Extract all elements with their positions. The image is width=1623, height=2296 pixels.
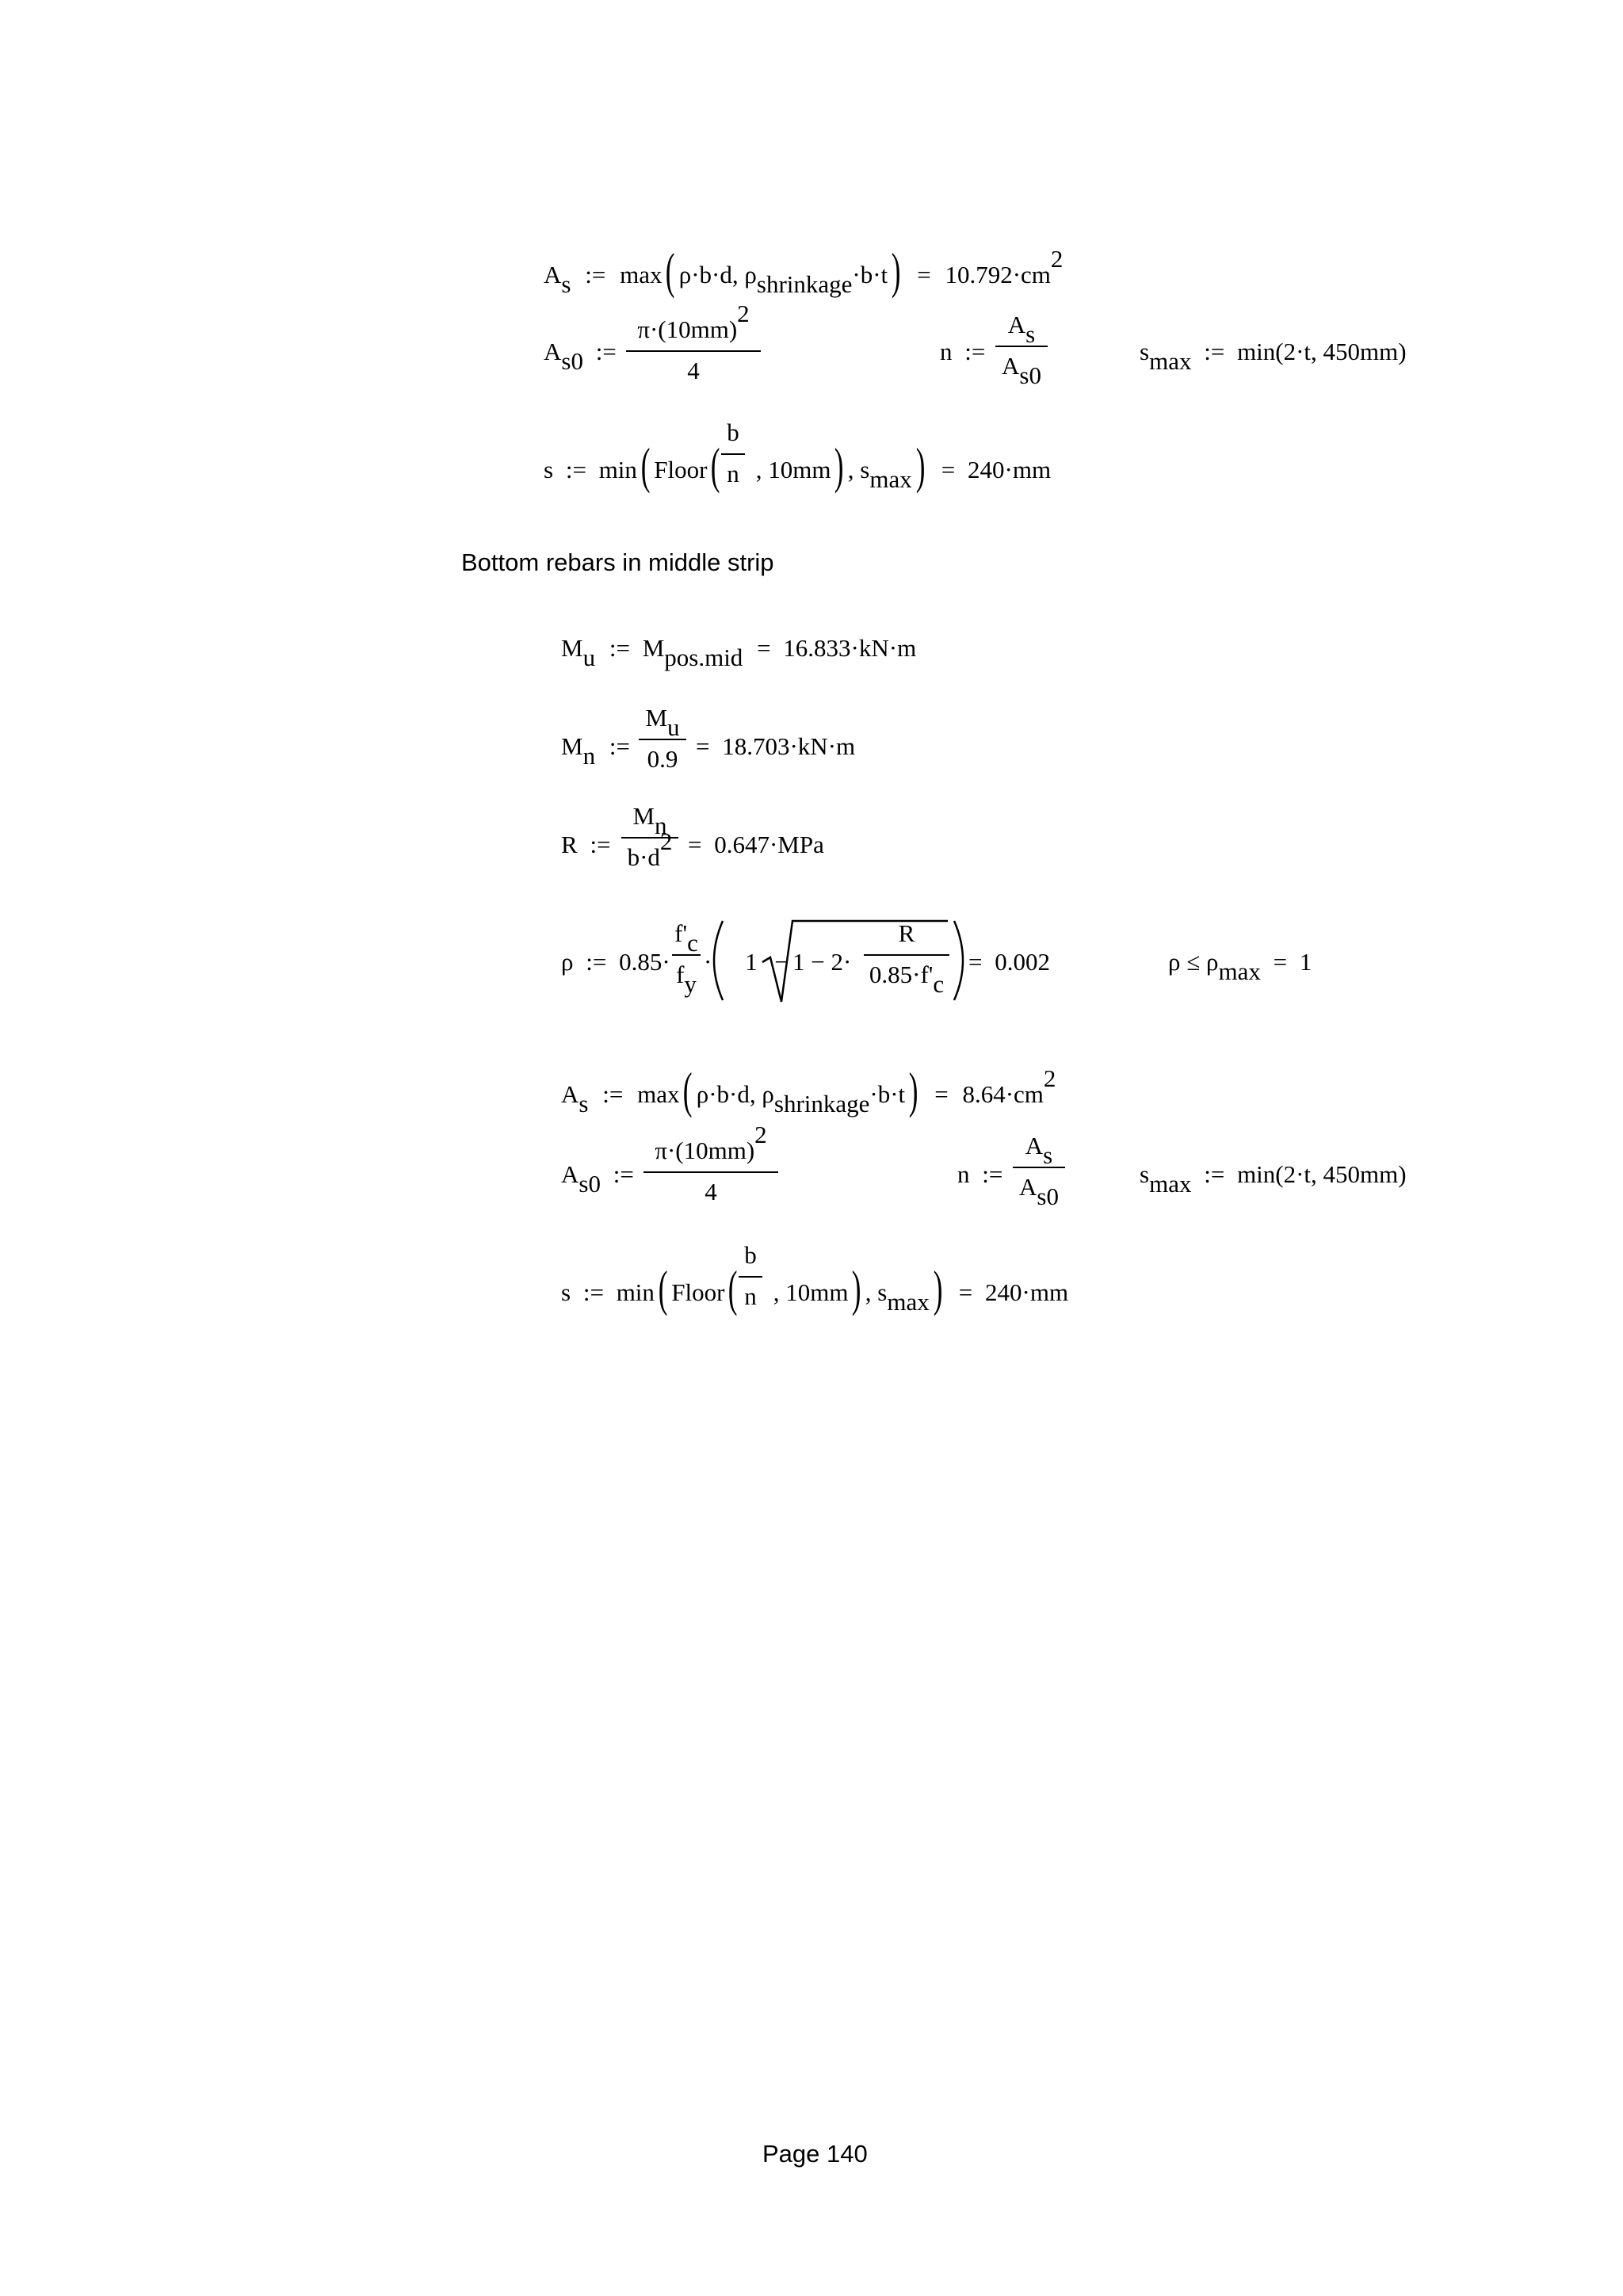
rho-fc-fy-fraction: $\frac{f'c}{fy}$ [672,919,701,989]
n-fraction-2: $\frac{As}{As0}$ [1013,1132,1065,1201]
rho-result: = 0.002 [968,948,1050,976]
r-fraction: $\frac{Mn}{b\cdot d2}$ [621,802,678,872]
mn-result: = 18.703·kN·m [696,732,856,760]
rho-sqrt-inner: 1 − 2· [792,948,852,976]
as0-definition-1: As0 := [544,338,617,375]
n-definition-1: n := [940,338,986,365]
rho-max-check: ρ ≤ ρmax = 1 [1168,948,1312,985]
mu-definition: Mu := Mpos.mid = 16.833·kN·m [561,634,917,671]
as0-definition-2: As0 := [561,1160,634,1198]
page-number: Page 140 [762,2140,868,2168]
as0-fraction-2: $\frac{\pi\cdot(10mm)2}{4}$ [643,1137,778,1206]
mn-fraction: $\frac{Mu}{0.9}$ [639,704,686,774]
rho-definition: ρ := 0.85· [561,948,670,976]
as-definition-2: As := max( ρ·b·d, ρshrinkage·b·t) = 8.64·cm2 [561,1062,1056,1118]
s-definition-2: s := min( Floor( , 10mm) , smax) = 240·mm [561,1260,1069,1316]
as0-fraction-1: $\frac{\pi\cdot(10mm)2}{4}$ [626,315,761,385]
rho-r-fraction: $\frac{R}{0.85\cdot f'c}$ [864,919,949,989]
smax-definition-2: smax := min(2·t, 450mm) [1140,1160,1407,1198]
n-fraction-1: $\frac{As}{As0}$ [995,311,1048,380]
s-fraction-1: $\frac{b}{n}$ [721,418,745,488]
mn-definition: Mn := [561,732,630,770]
s-fraction-2: $\frac{b}{n}$ [739,1241,762,1311]
smax-definition-1: smax := min(2·t, 450mm) [1140,338,1407,375]
as-definition-1: As := max( ρ·b·d, ρshrinkage·b·t) = 10.792·cm2 [544,243,1064,299]
section-heading: Bottom rebars in middle strip [461,548,774,576]
rho-mid: · 1 − [704,948,789,976]
r-result: = 0.647·MPa [688,831,824,858]
s-definition-1: s := min( Floor( , 10mm) , smax) = 240·mm [544,437,1052,494]
r-definition: R := [561,831,611,858]
n-definition-2: n := [957,1160,1003,1188]
